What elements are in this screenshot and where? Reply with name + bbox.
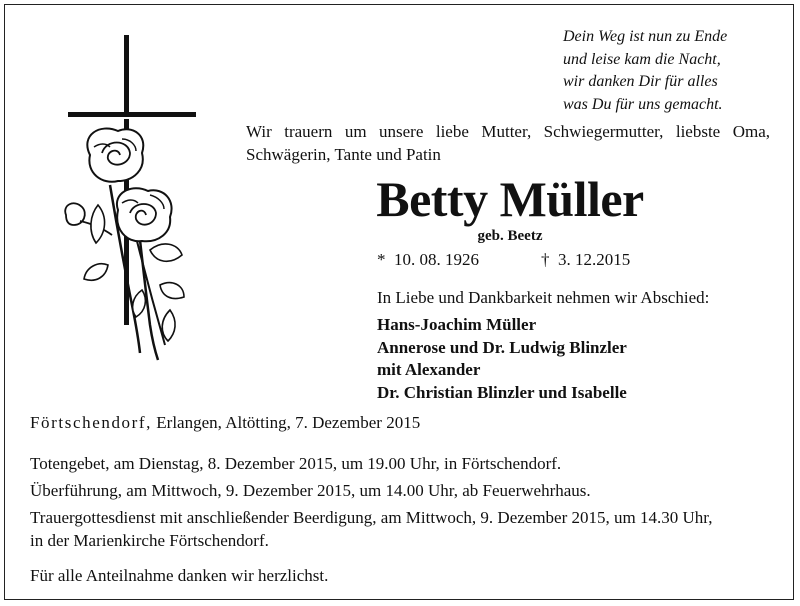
farewell-line: In Liebe und Dankbarkeit nehmen wir Abschied:: [377, 288, 710, 307]
mourner: mit Alexander: [377, 360, 481, 379]
ueberfuehrung: Überführung, am Mittwoch, 9. Dezember 2015, um 14.00 Uhr, ab Feuerwehrhaus.: [30, 481, 591, 500]
birth-date-value: 10. 08. 1926: [394, 250, 479, 269]
place-rest: Erlangen, Altötting, 7. Dezember 2015: [156, 413, 421, 432]
cross-symbol: †: [541, 250, 550, 269]
death-date: [541, 250, 630, 270]
deceased-name: Betty Müller: [376, 171, 644, 227]
poem: [563, 26, 727, 116]
mourner: Annerose und Dr. Ludwig Blinzler: [377, 337, 627, 357]
birth-symbol: *: [377, 250, 386, 269]
poem-line: Dein Weg ist nun zu Ende: [563, 28, 728, 45]
intro-line-2: Schwägerin, Tante und Patin: [246, 145, 441, 164]
mourners-list: [377, 314, 627, 404]
poem-line: was Du für uns gemacht.: [563, 95, 723, 113]
totengebet: Totengebet, am Dienstag, 8. Dezember 2015, um 19.00 Uhr, in Förtschendorf.: [30, 454, 562, 473]
intro-text: [246, 120, 770, 166]
place-and-date: [30, 413, 420, 433]
birth-name: geb. Beetz: [477, 228, 543, 244]
trauergottesdienst-line-1: Trauergottesdienst mit anschließender Beerdigung, am Mittwoch, 9. Dezember 2015, um 14.30 Uhr,: [30, 508, 713, 527]
intro-line-1: Wir trauern um unsere liebe Mutter, Schwiegermutter, liebste Oma,: [246, 122, 770, 141]
death-date-value: 3. 12.2015: [558, 250, 631, 269]
place-town: Förtschendorf,: [30, 413, 153, 432]
birth-date: [377, 250, 479, 270]
poem-line: wir danken Dir für alles: [563, 73, 718, 90]
service-details: [30, 452, 780, 587]
poem-line: und leise kam die Nacht,: [563, 50, 721, 68]
mourner: Dr. Christian Blinzler und Isabelle: [377, 382, 627, 402]
mourner: Hans-Joachim Müller: [377, 315, 537, 334]
thanks-line: Für alle Anteilnahme danken wir herzlichst.: [30, 566, 329, 585]
trauergottesdienst-line-2: in der Marienkirche Förtschendorf.: [30, 531, 269, 550]
